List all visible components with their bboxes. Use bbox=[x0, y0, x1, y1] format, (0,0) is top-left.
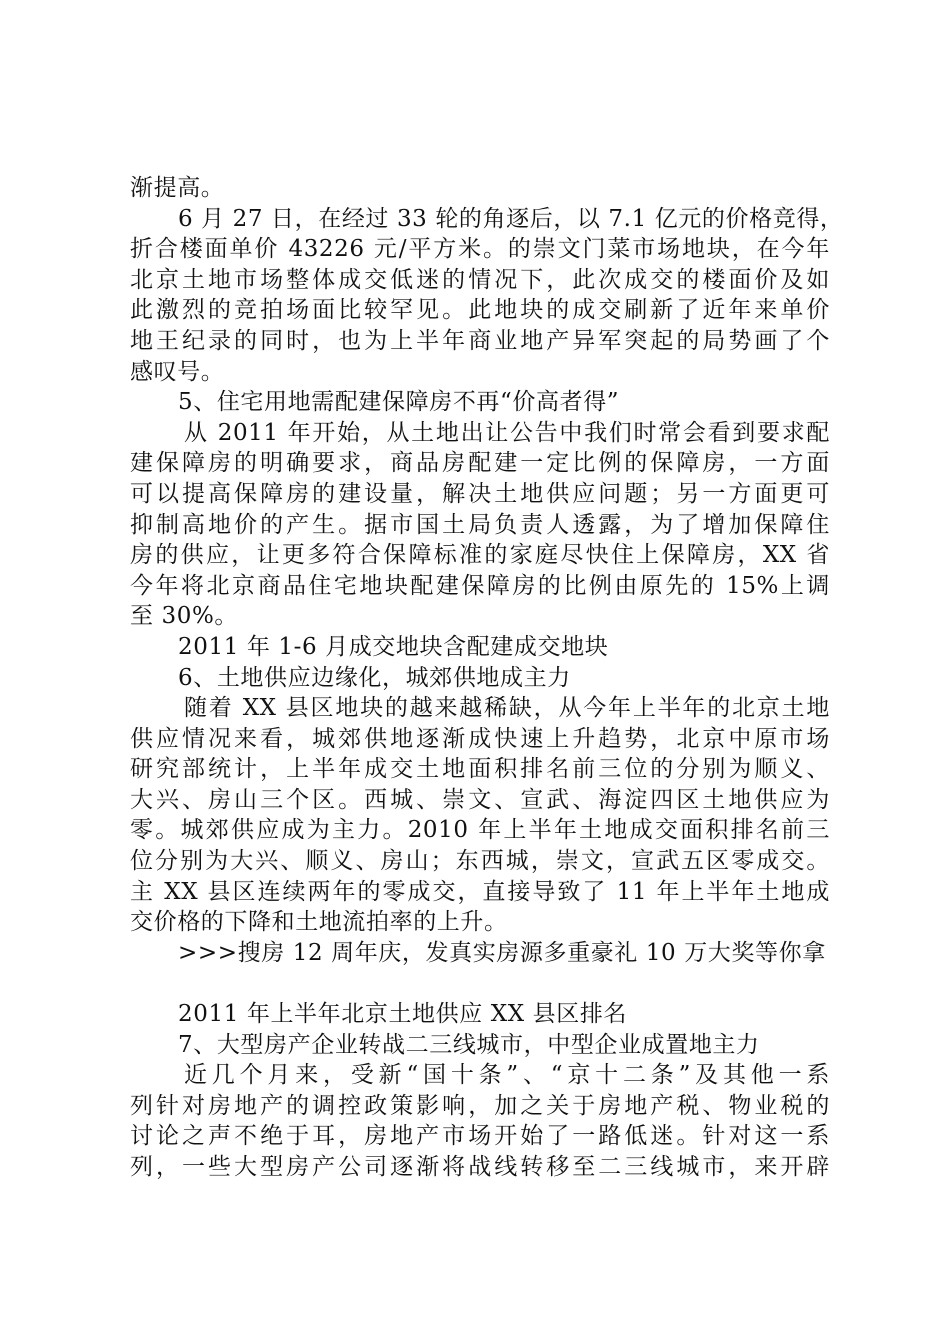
text-line: 零。城郊供应成为主力。2010 年上半年土地成交面积排名前三 bbox=[130, 817, 830, 844]
paragraph-line: 6 月 27 日，在经过 33 轮的角逐后，以 7.1 亿元的价格竞得， bbox=[178, 205, 844, 232]
text-line: 折合楼面单价 43226 元/平方米。的崇文门菜市场地块，在今年 bbox=[130, 236, 830, 263]
text-line: 北京土地市场整体成交低迷的情况下，此次成交的楼面价及如 bbox=[130, 266, 830, 293]
text-line: 列针对房地产的调控政策影响，加之关于房地产税、物业税的 bbox=[130, 1092, 830, 1119]
text-line: 今年将北京商品住宅地块配建保障房的比例由原先的 15%上调 bbox=[130, 572, 830, 599]
text-line: 交价格的下降和土地流拍率的上升。 bbox=[130, 909, 508, 936]
caption-line: 2011 年 1-6 月成交地块含配建成交地块 bbox=[178, 633, 609, 660]
section-heading: 6、土地供应边缘化，城郊供地成主力 bbox=[178, 664, 571, 691]
text-line: 此激烈的竞拍场面比较罕见。此地块的成交刷新了近年来单价 bbox=[130, 297, 830, 324]
paragraph-line: 从 2011 年开始，从土地出让公告中我们时常会看到要求配 bbox=[184, 419, 830, 446]
text-line: 房的供应，让更多符合保障标准的家庭尽快住上保障房，XX 省 bbox=[130, 542, 830, 569]
text-line: 讨论之声不绝于耳，房地产市场开始了一路低迷。针对这一系 bbox=[130, 1123, 830, 1150]
blank-line bbox=[130, 968, 830, 999]
paragraph-line: 随着 XX 县区地块的越来越稀缺，从今年上半年的北京土地 bbox=[184, 695, 830, 722]
text-line: 供应情况来看，城郊供地逐渐成快速上升趋势，北京中原市场 bbox=[130, 725, 830, 752]
text-line: 渐提高。 bbox=[130, 175, 225, 201]
section-heading: 5、住宅用地需配建保障房不再“价高者得” bbox=[178, 389, 620, 416]
document-body bbox=[130, 173, 844, 1183]
text-line: 位分别为大兴、顺义、房山；东西城，崇文，宣武五区零成交。 bbox=[130, 848, 830, 875]
text-line: 地王纪录的同时，也为上半年商业地产异军突起的局势画了个 bbox=[130, 327, 830, 354]
section-heading: 7、大型房产企业转战二三线城市，中型企业成置地主力 bbox=[178, 1031, 760, 1058]
text-line: 建保障房的明确要求，商品房配建一定比例的保障房，一方面 bbox=[130, 450, 830, 477]
paragraph-line: 近几个月来，受新“国十条”、“京十二条”及其他一系 bbox=[184, 1062, 830, 1089]
text-line: 可以提高保障房的建设量，解决土地供应问题；另一方面更可 bbox=[130, 480, 830, 507]
text-line: 至 30%。 bbox=[130, 603, 239, 630]
promo-link[interactable]: >>>搜房 12 周年庆，发真实房源多重豪礼 10 万大奖等你拿 bbox=[178, 939, 826, 966]
text-line: 大兴、房山三个区。西城、崇文、宣武、海淀四区土地供应为 bbox=[130, 786, 830, 813]
text-line: 研究部统计，上半年成交土地面积排名前三位的分别为顺义、 bbox=[130, 756, 830, 783]
text-line: 抑制高地价的产生。据市国土局负责人透露，为了增加保障住 bbox=[130, 511, 830, 538]
text-line: 列，一些大型房产公司逐渐将战线转移至二三线城市，来开辟 bbox=[130, 1154, 830, 1180]
caption-line: 2011 年上半年北京土地供应 XX 县区排名 bbox=[178, 1001, 628, 1028]
text-line: 感叹号。 bbox=[130, 358, 225, 385]
text-line: 主 XX 县区连续两年的零成交，直接导致了 11 年上半年土地成 bbox=[130, 878, 830, 905]
